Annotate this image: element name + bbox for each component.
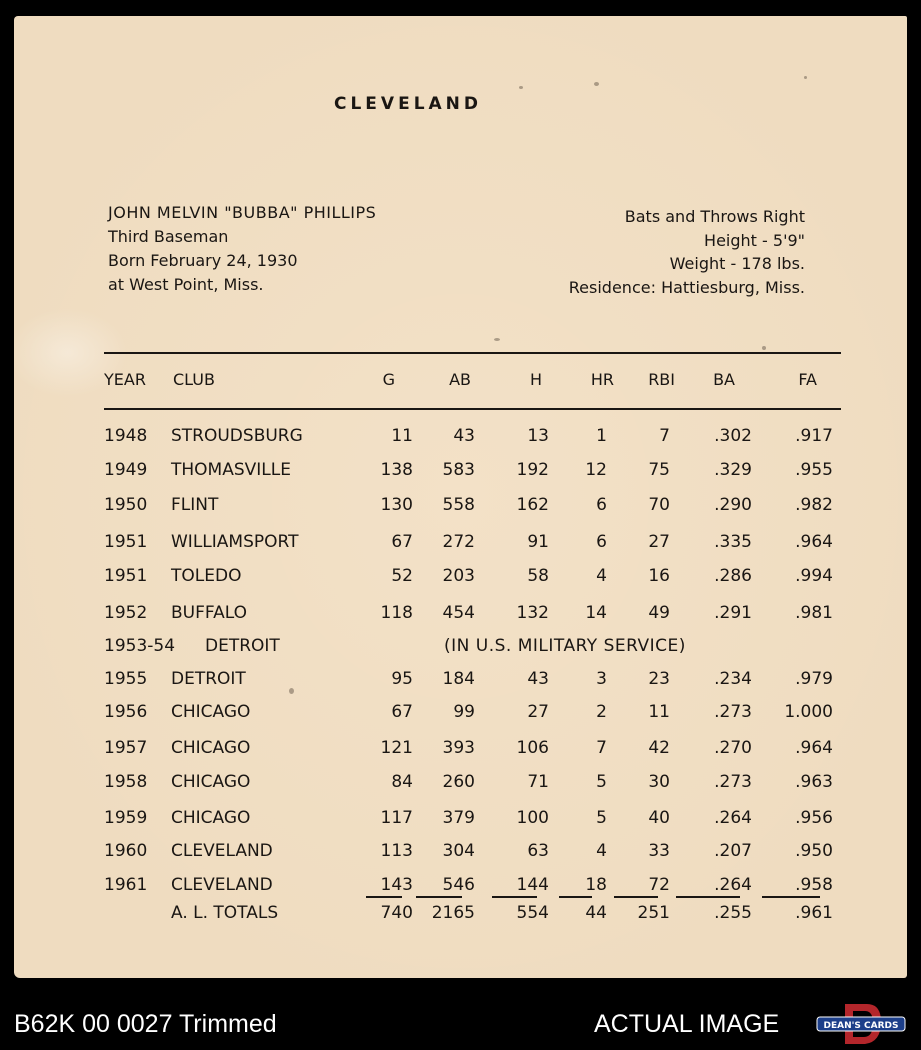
cell-year: 1955 xyxy=(104,669,148,689)
cell-ba: .335 xyxy=(714,532,752,552)
cell-g: 118 xyxy=(380,603,413,623)
cell-ba: .207 xyxy=(714,841,752,861)
footer-right-label: ACTUAL IMAGE xyxy=(594,1010,780,1038)
cell-fa: .994 xyxy=(795,566,833,586)
cell-fa: .964 xyxy=(795,738,833,758)
cell-year: 1952 xyxy=(104,603,148,623)
table-row xyxy=(14,669,907,693)
header-year: YEAR xyxy=(104,370,146,389)
totals-g: 740 xyxy=(380,903,413,923)
cell-ba: .264 xyxy=(714,875,752,895)
cell-g: 143 xyxy=(380,875,413,895)
cell-year: 1957 xyxy=(104,738,148,758)
cell-rbi: 49 xyxy=(648,603,670,623)
cell-h: 71 xyxy=(527,772,549,792)
cell-h: 106 xyxy=(516,738,549,758)
totals-rbi: 251 xyxy=(637,903,670,923)
paper-speck xyxy=(804,76,807,79)
cell-g: 67 xyxy=(391,702,413,722)
cell-year: 1959 xyxy=(104,808,148,828)
player-attributes xyxy=(569,205,805,299)
cell-h: 132 xyxy=(516,603,549,623)
totals-label: A. L. TOTALS xyxy=(171,903,279,923)
table-row xyxy=(14,426,907,450)
paper-speck xyxy=(494,338,500,341)
cell-rbi: 72 xyxy=(648,875,670,895)
paper-speck xyxy=(762,346,766,350)
cell-h: 162 xyxy=(516,495,549,515)
cell-ba: .329 xyxy=(714,460,752,480)
cell-ba: .286 xyxy=(714,566,752,586)
cell-hr: 7 xyxy=(596,738,607,758)
totals-ba: .255 xyxy=(714,903,752,923)
cell-fa: .963 xyxy=(795,772,833,792)
cell-rbi: 40 xyxy=(648,808,670,828)
table-row xyxy=(14,460,907,484)
cell-g: 130 xyxy=(380,495,413,515)
cell-ab: 43 xyxy=(453,426,475,446)
deans-cards-logo xyxy=(815,1002,907,1046)
cell-ab: 558 xyxy=(442,495,475,515)
cell-h: 43 xyxy=(527,669,549,689)
logo-text: DEAN'S CARDS xyxy=(823,1021,899,1031)
cell-h: 27 xyxy=(527,702,549,722)
total-underline xyxy=(559,896,592,898)
cell-hr: 14 xyxy=(585,603,607,623)
cell-club: CHICAGO xyxy=(171,702,251,722)
cell-ba: .270 xyxy=(714,738,752,758)
table-row xyxy=(14,841,907,865)
cell-ba: .302 xyxy=(714,426,752,446)
cell-club: DETROIT xyxy=(171,669,246,689)
cell-hr: 1 xyxy=(596,426,607,446)
header-g: G xyxy=(382,370,395,389)
table-row xyxy=(14,566,907,590)
cell-fa: .982 xyxy=(795,495,833,515)
cell-hr: 12 xyxy=(585,460,607,480)
table-row xyxy=(14,532,907,556)
header-fa: FA xyxy=(798,370,817,389)
cell-ab: 393 xyxy=(442,738,475,758)
cell-fa: 1.000 xyxy=(784,702,833,722)
table-row xyxy=(14,808,907,832)
totals-ab: 2165 xyxy=(431,903,475,923)
cell-rbi: 23 xyxy=(648,669,670,689)
player-bio xyxy=(108,201,376,297)
cell-hr: 4 xyxy=(596,566,607,586)
cell-g: 67 xyxy=(391,532,413,552)
team-name: CLEVELAND xyxy=(334,94,483,114)
total-underline xyxy=(366,896,402,898)
cell-year: 1960 xyxy=(104,841,148,861)
cell-h: 13 xyxy=(527,426,549,446)
cell-g: 121 xyxy=(380,738,413,758)
totals-fa: .961 xyxy=(795,903,833,923)
cell-fa: .950 xyxy=(795,841,833,861)
cell-fa: .955 xyxy=(795,460,833,480)
cell-ab: 99 xyxy=(453,702,475,722)
cell-club: CHICAGO xyxy=(171,738,251,758)
cell-h: 91 xyxy=(527,532,549,552)
cell-ab: 546 xyxy=(442,875,475,895)
cell-fa: .956 xyxy=(795,808,833,828)
table-row xyxy=(14,738,907,762)
player-name: JOHN MELVIN "BUBBA" PHILLIPS xyxy=(108,203,377,222)
cell-ab: 203 xyxy=(442,566,475,586)
cell-club: THOMASVILLE xyxy=(171,460,291,480)
cell-ab: 304 xyxy=(442,841,475,861)
cell-hr: 3 xyxy=(596,669,607,689)
cell-club: CLEVELAND xyxy=(171,841,273,861)
table-header xyxy=(14,370,907,394)
card-back xyxy=(14,16,907,978)
military-year: 1953-54 xyxy=(104,636,176,656)
cell-ab: 379 xyxy=(442,808,475,828)
cell-rbi: 11 xyxy=(648,702,670,722)
cell-club: FLINT xyxy=(171,495,219,515)
cell-rbi: 16 xyxy=(648,566,670,586)
header-h: H xyxy=(529,370,542,389)
cell-rbi: 33 xyxy=(648,841,670,861)
player-born: Born February 24, 1930 xyxy=(108,251,298,270)
cell-ab: 583 xyxy=(442,460,475,480)
table-header-rule xyxy=(104,408,841,410)
cell-hr: 6 xyxy=(596,532,607,552)
cell-ab: 272 xyxy=(442,532,475,552)
footer-left-label: B62K 00 0027 Trimmed xyxy=(14,1010,277,1038)
military-row xyxy=(14,636,907,660)
cell-ba: .273 xyxy=(714,772,752,792)
table-row xyxy=(14,702,907,726)
cell-g: 52 xyxy=(391,566,413,586)
table-row xyxy=(14,603,907,627)
cell-ab: 454 xyxy=(442,603,475,623)
cell-fa: .964 xyxy=(795,532,833,552)
cell-rbi: 70 xyxy=(648,495,670,515)
cell-year: 1951 xyxy=(104,532,148,552)
cell-year: 1961 xyxy=(104,875,148,895)
header-ba: BA xyxy=(713,370,735,389)
cell-fa: .958 xyxy=(795,875,833,895)
cell-hr: 6 xyxy=(596,495,607,515)
cell-fa: .979 xyxy=(795,669,833,689)
cell-h: 100 xyxy=(516,808,549,828)
cell-ba: .291 xyxy=(714,603,752,623)
cell-rbi: 30 xyxy=(648,772,670,792)
cell-fa: .917 xyxy=(795,426,833,446)
player-position: Third Baseman xyxy=(108,227,229,246)
military-note: (IN U.S. MILITARY SERVICE) xyxy=(444,636,686,656)
cell-ab: 184 xyxy=(442,669,475,689)
cell-h: 63 xyxy=(527,841,549,861)
paper-speck xyxy=(594,82,599,86)
cell-ab: 260 xyxy=(442,772,475,792)
table-row xyxy=(14,772,907,796)
cell-year: 1950 xyxy=(104,495,148,515)
cell-ba: .273 xyxy=(714,702,752,722)
cell-club: STROUDSBURG xyxy=(171,426,303,446)
cell-club: TOLEDO xyxy=(171,566,242,586)
cell-year: 1949 xyxy=(104,460,148,480)
deans-cards-logo-icon xyxy=(815,1002,907,1046)
total-underline xyxy=(614,896,658,898)
cell-g: 117 xyxy=(380,808,413,828)
totals-hr: 44 xyxy=(585,903,607,923)
cell-club: CLEVELAND xyxy=(171,875,273,895)
cell-rbi: 27 xyxy=(648,532,670,552)
height: Height - 5'9" xyxy=(704,230,805,250)
cell-fa: .981 xyxy=(795,603,833,623)
total-underline xyxy=(762,896,820,898)
cell-ba: .264 xyxy=(714,808,752,828)
cell-hr: 5 xyxy=(596,808,607,828)
cell-rbi: 42 xyxy=(648,738,670,758)
table-top-rule xyxy=(104,352,841,354)
table-row xyxy=(14,495,907,519)
header-ab: AB xyxy=(449,370,471,389)
cell-hr: 4 xyxy=(596,841,607,861)
cell-year: 1951 xyxy=(104,566,148,586)
bats-throws: Bats and Throws Right xyxy=(624,207,805,226)
cell-g: 113 xyxy=(380,841,413,861)
header-rbi: RBI xyxy=(648,370,675,389)
paper-speck xyxy=(519,86,523,89)
cell-rbi: 75 xyxy=(648,460,670,480)
paper-speck xyxy=(289,688,294,694)
cell-club: BUFFALO xyxy=(171,603,247,623)
cell-h: 58 xyxy=(527,566,549,586)
cell-club: CHICAGO xyxy=(171,808,251,828)
cell-h: 192 xyxy=(516,460,549,480)
cell-rbi: 7 xyxy=(659,426,670,446)
header-hr: HR xyxy=(590,370,614,389)
cell-club: CHICAGO xyxy=(171,772,251,792)
cell-g: 95 xyxy=(391,669,413,689)
cell-g: 11 xyxy=(391,426,413,446)
cell-hr: 2 xyxy=(596,702,607,722)
totals-h: 554 xyxy=(516,903,549,923)
total-underline xyxy=(416,896,462,898)
cell-year: 1948 xyxy=(104,426,148,446)
cell-hr: 18 xyxy=(585,875,607,895)
cell-hr: 5 xyxy=(596,772,607,792)
cell-g: 84 xyxy=(391,772,413,792)
player-birthplace: at West Point, Miss. xyxy=(108,275,264,294)
cell-year: 1956 xyxy=(104,702,148,722)
cell-club: WILLIAMSPORT xyxy=(171,532,299,552)
totals-row xyxy=(14,903,907,927)
cell-ba: .234 xyxy=(714,669,752,689)
military-club: DETROIT xyxy=(205,636,280,656)
cell-year: 1958 xyxy=(104,772,148,792)
header-club: CLUB xyxy=(173,370,215,389)
weight: Weight - 178 lbs. xyxy=(669,254,805,273)
total-underline xyxy=(492,896,537,898)
cell-g: 138 xyxy=(380,460,413,480)
residence: Residence: Hattiesburg, Miss. xyxy=(568,277,805,297)
cell-h: 144 xyxy=(516,875,549,895)
total-underline xyxy=(676,896,740,898)
cell-ba: .290 xyxy=(714,495,752,515)
